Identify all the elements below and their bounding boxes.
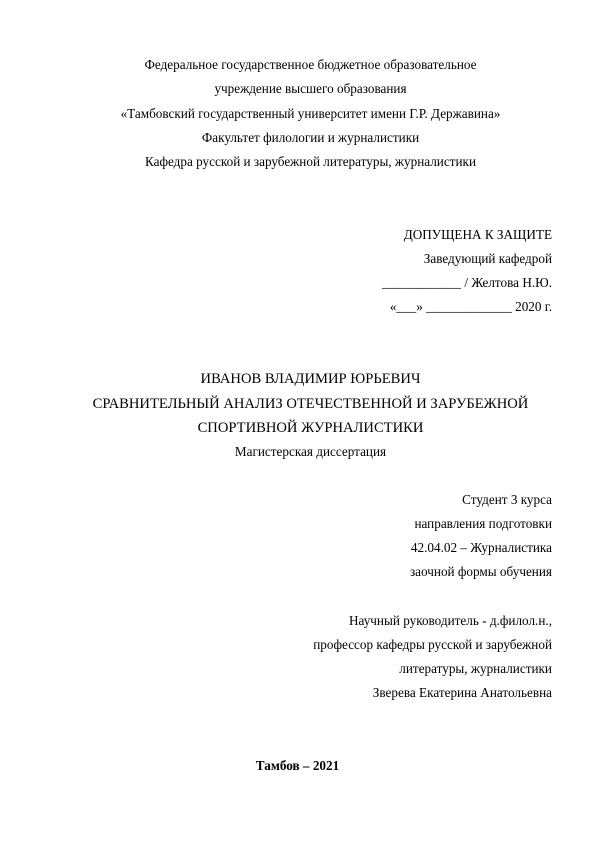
approval-date: «___» _____________ 2020 г. [389, 299, 552, 314]
student-line-2: направления подготовки [414, 516, 552, 531]
student-line-1: Студент 3 курса [462, 492, 552, 507]
institution-line-1: Федеральное государственное бюджетное образовательное [144, 57, 477, 72]
institution-line-2: учреждение высшего образования [214, 81, 407, 96]
department-name: Кафедра русской и зарубежной литературы, журналистики [144, 154, 476, 169]
supervisor-line-3: литературы, журналистики [399, 661, 552, 676]
faculty-name: Факультет филологии и журналистики [201, 130, 420, 145]
thesis-title-line-1: СРАВНИТЕЛЬНЫЙ АНАЛИЗ ОТЕЧЕСТВЕННОЙ И ЗАРУБЕЖНОЙ [92, 396, 529, 412]
supervisor-line-1: Научный руководитель - д.филол.н., [348, 613, 552, 628]
author-name: ИВАНОВ ВЛАДИМИР ЮРЬЕВИЧ [200, 371, 421, 387]
institution-line-3: «Тамбовский государственный университет имени Г.Р. Державина» [120, 106, 501, 121]
work-type: Магистерская диссертация [234, 444, 387, 459]
approval-role: Заведующий кафедрой [423, 251, 552, 266]
supervisor-name: Зверева Екатерина Анатольевна [372, 685, 552, 700]
approval-signature: ____________ / Желтова Н.Ю. [381, 275, 552, 290]
student-line-3: 42.04.02 – Журналистика [410, 540, 552, 555]
city-year: Тамбов – 2021 [255, 758, 340, 773]
student-line-4: заочной формы обучения [409, 564, 552, 579]
supervisor-line-2: профессор кафедры русской и зарубежной [313, 637, 552, 652]
thesis-title-line-2: СПОРТИВНОЙ ЖУРНАЛИСТИКИ [197, 420, 424, 436]
approval-heading: ДОПУЩЕНА К ЗАЩИТЕ [403, 227, 552, 242]
